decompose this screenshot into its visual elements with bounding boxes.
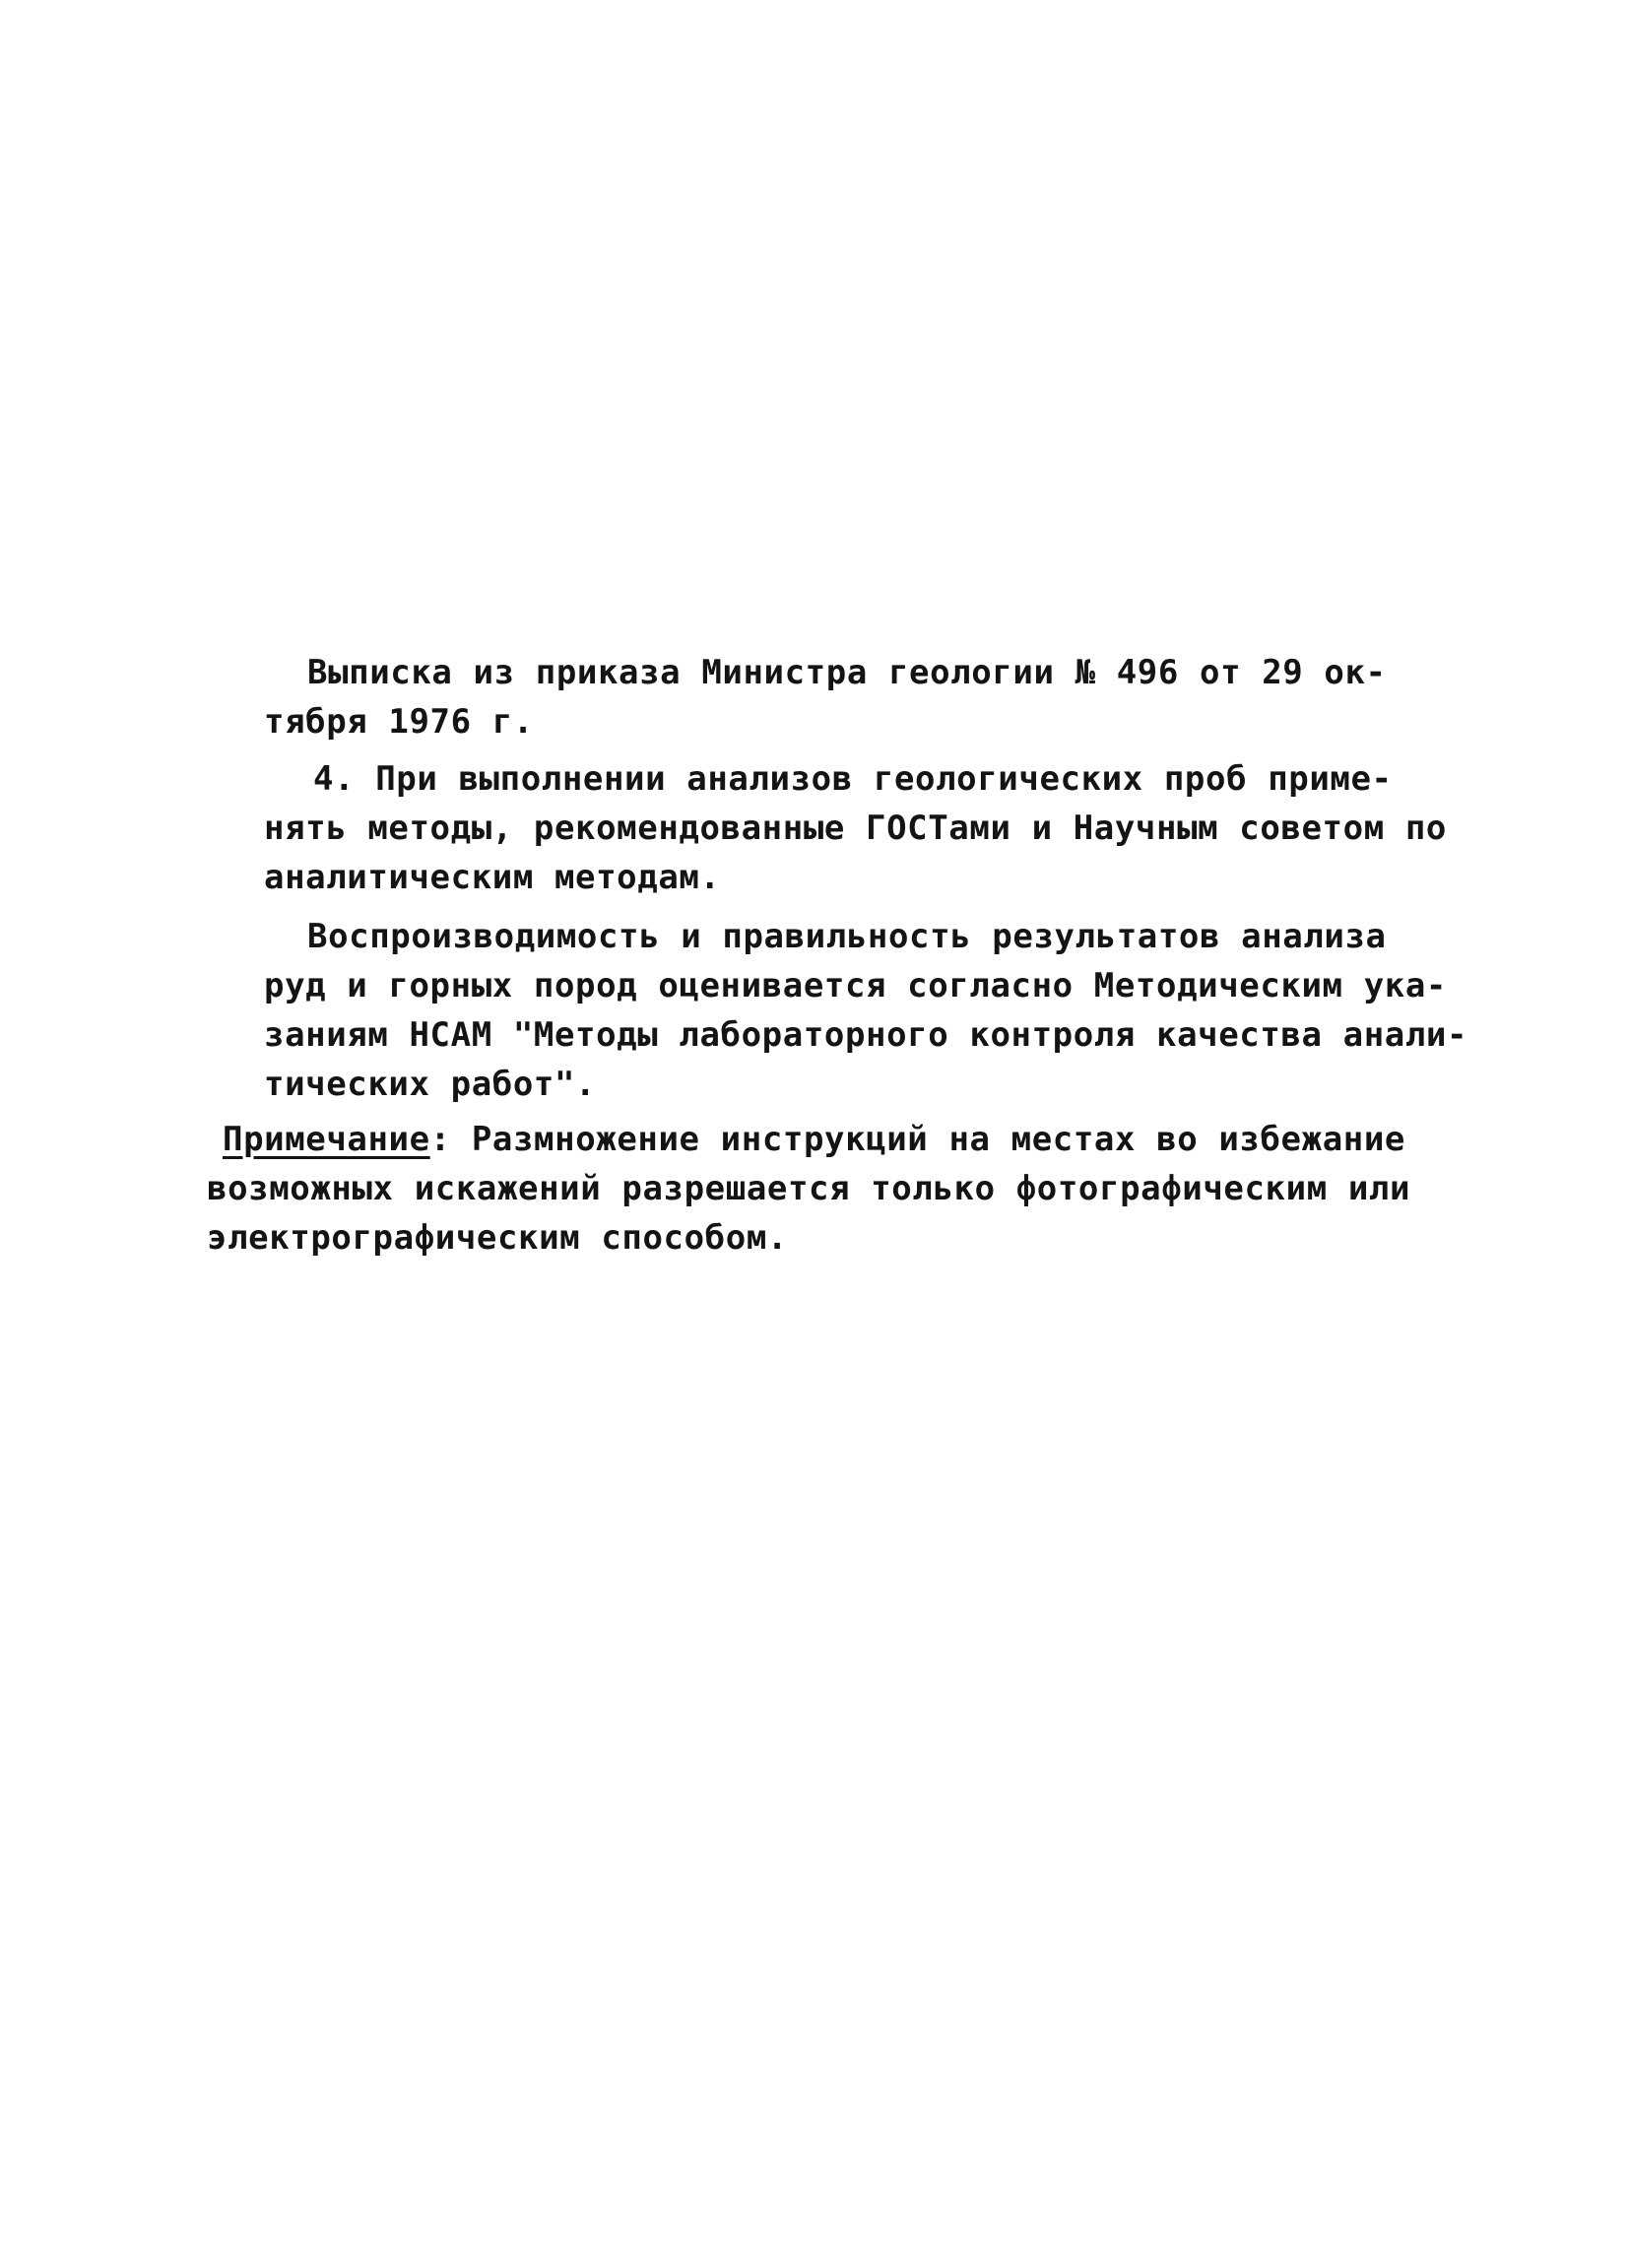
note-label: Примечание [223,1120,430,1159]
text-line-3: 4. При выполнении анализов геологических проб приме- [313,759,1393,799]
note-text: : Размножение инструкций на местах во избежание [429,1120,1405,1159]
text-line-6: Воспроизводимость и правильность результатов анализа [307,917,1387,956]
text-line-9: тических работ". [264,1065,597,1104]
text-line-7: руд и горных пород оценивается согласно Методическим ука- [264,966,1447,1005]
text-line-4: нять методы, рекомендованные ГОСТами и Научным советом по [264,809,1447,848]
text-line-1: Выписка из приказа Министра геологии № 496 от 29 ок- [307,653,1387,692]
text-line-8: заниям НСАМ "Методы лабораторного контроля качества анали- [264,1015,1468,1055]
text-line-11: возможных искажений разрешается только фотографическим или [207,1169,1411,1208]
text-line-12: электрографическим способом. [207,1218,788,1258]
note-line [223,1115,1405,1164]
text-line-2: тября 1976 г. [264,702,534,742]
text-line-5: аналитическим методам. [264,858,721,897]
